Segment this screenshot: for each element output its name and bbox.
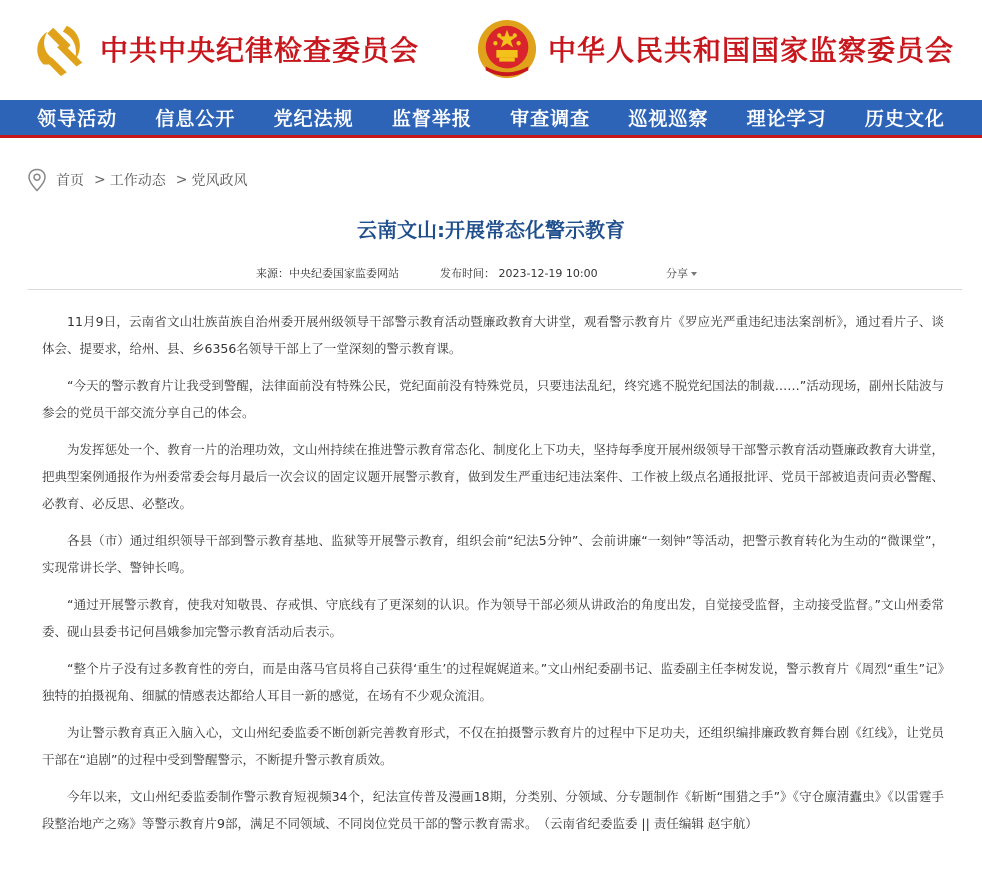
nav-item-regulations[interactable]: 党纪法规 bbox=[273, 108, 354, 130]
breadcrumb bbox=[26, 168, 247, 192]
nav-item-supervision-report[interactable]: 监督举报 bbox=[391, 108, 472, 130]
site-header bbox=[0, 0, 982, 100]
national-emblem-icon bbox=[476, 18, 538, 80]
article-meta bbox=[0, 265, 982, 283]
org2-logo[interactable] bbox=[476, 14, 954, 84]
article-paragraph: 11月9日，云南省文山壮族苗族自治州委开展州级领导干部警示教育活动暨廉政教育大讲堂，观看警示教育片《罗应光严重违纪违法案剖析》，通过看片子、谈体会、提要求，给州、县、乡6356名领导干部上了一堂深刻的警示教育课。 bbox=[42, 314, 944, 356]
breadcrumb-home-link[interactable]: 首页 bbox=[56, 173, 84, 189]
nav-item-leadership[interactable]: 领导活动 bbox=[37, 108, 118, 130]
breadcrumb-work-news-link[interactable]: 工作动态 bbox=[109, 173, 166, 189]
nav-item-investigation[interactable]: 审查调查 bbox=[510, 108, 591, 130]
breadcrumb-party-style-link[interactable]: 党风政风 bbox=[191, 173, 248, 189]
nav-item-info-disclosure[interactable]: 信息公开 bbox=[155, 108, 236, 130]
main-nav bbox=[0, 100, 982, 138]
share-label: 分享 bbox=[666, 267, 688, 280]
article-paragraph: “整个片子没有过多教育性的旁白，而是由落马官员将自己获得‘重生’的过程娓娓道来。”文山州纪委副书记、监委副主任李树发说，警示教育片《周烈“重生”记》独特的拍摄视角、细腻的情感表达都给人耳目一新的感觉，在场有不少观众流泪。 bbox=[42, 661, 944, 703]
article-paragraph: 各县（市）通过组织领导干部到警示教育基地、监狱等开展警示教育，组织会前“纪法5分钟”、会前讲廉“一刻钟”等活动，把警示教育转化为生动的“微课堂”，实现常讲长学、警钟长鸣。 bbox=[42, 533, 944, 575]
article-source: 来源：中央纪委国家监委网站 bbox=[256, 267, 399, 280]
org1-logo[interactable] bbox=[28, 14, 419, 84]
org2-name: 中华人民共和国国家监察委员会 bbox=[548, 34, 955, 67]
org1-name: 中共中央纪律检查委员会 bbox=[100, 34, 420, 67]
breadcrumb-separator: > bbox=[175, 172, 188, 188]
share-button[interactable] bbox=[666, 265, 697, 281]
article-paragraph: 为发挥惩处一个、教育一片的治理功效，文山州持续在推进警示教育常态化、制度化上下功夫，坚持每季度开展州级领导干部警示教育活动暨廉政教育大讲堂，把典型案例通报作为州委常委会每月最后一次会议的固定议题开展警示教育，做到发生严重违纪违法案件、工作被上级点名通报批评、党员干部被追责问责必警醒、必教育、必反思、必整改。 bbox=[42, 442, 944, 511]
nav-item-theory-study[interactable]: 理论学习 bbox=[746, 108, 827, 130]
article-paragraph: “今天的警示教育片让我受到警醒，法律面前没有特殊公民，党纪面前没有特殊党员，只要违法乱纪，终究逃不脱党纪国法的制裁……”活动现场，副州长陆波与参会的党员干部交流分享自己的体会。 bbox=[42, 378, 944, 420]
party-emblem-icon bbox=[28, 18, 90, 80]
nav-item-history-culture[interactable]: 历史文化 bbox=[864, 108, 945, 130]
chevron-down-icon bbox=[691, 272, 697, 276]
article-publish-time: 发布时间： 2023-12-19 10:00 bbox=[440, 267, 598, 280]
article-paragraph: 为让警示教育真正入脑入心，文山州纪委监委不断创新完善教育形式，不仅在拍摄警示教育片的过程中下足功夫，还组织编排廉政教育舞台剧《红线》，让党员干部在“追剧”的过程中受到警醒警示，不断提升警示教育质效。 bbox=[42, 725, 944, 767]
article-title: 云南文山:开展常态化警示教育 bbox=[357, 218, 625, 242]
location-pin-icon bbox=[26, 168, 48, 192]
breadcrumb-separator: > bbox=[94, 172, 106, 188]
article-body bbox=[42, 308, 944, 847]
nav-item-inspection[interactable]: 巡视巡察 bbox=[628, 108, 709, 130]
divider bbox=[28, 289, 962, 290]
article-paragraph: 今年以来，文山州纪委监委制作警示教育短视频34个，纪法宣传普及漫画18期，分类别、分领域、分专题制作《斩断“围猎之手”》《守仓廪清蠹虫》《以雷霆手段整治地产之殇》等警示教育片9部，满足不同领域、不同岗位党员干部的警示教育需求。 （云南省纪委监委 || 责任编辑 赵宇航） bbox=[42, 789, 944, 831]
article-paragraph: “通过开展警示教育，使我对知敬畏、存戒惧、守底线有了更深刻的认识。作为领导干部必须从讲政治的角度出发，自觉接受监督，主动接受监督。”文山州委常委、砚山县委书记何昌娥参加完警示教育活动后表示。 bbox=[42, 597, 944, 639]
